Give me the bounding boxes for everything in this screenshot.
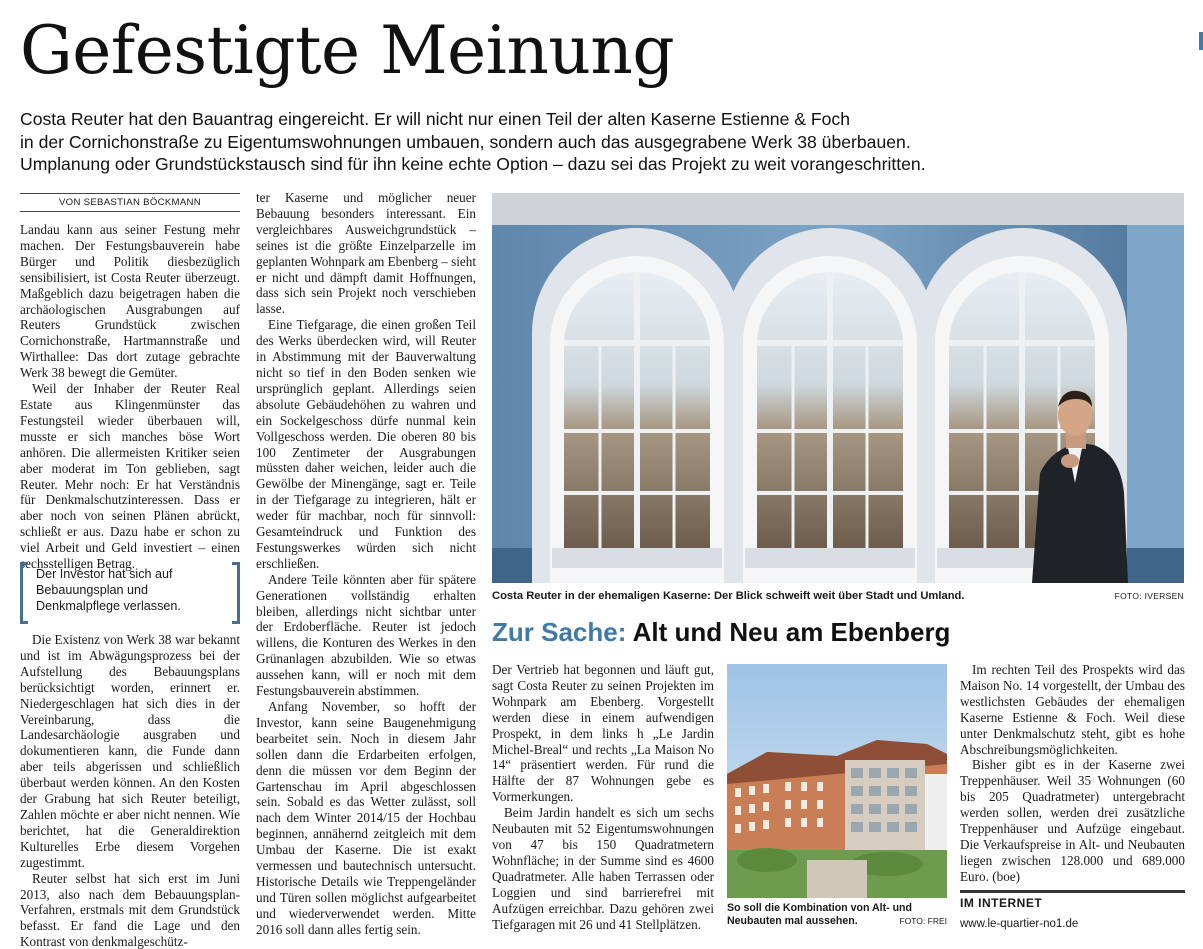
sidebar-heading: [492, 615, 950, 649]
pull-quote: [20, 562, 240, 630]
rendering-caption: [727, 902, 947, 928]
sidebar-column-2: [960, 662, 1185, 885]
paragraph: Bisher gibt es in der Kaserne zwei Treppenhäuser. Weil 35 Wohnungen (60 bis 205 Quadratmeter) untergebracht werden sollen, werden drei zusätzliche Treppenhäuser und Aufzüge eingebaut. Die Verkaufspreise in Alt- und Neubauten liegen zwischen 128.000 und 689.000 Euro. (boe): [960, 757, 1185, 884]
paragraph: Landau kann aus seiner Festung mehr machen. Der Festungsbauverein habe Bürger und Politik diesbezüglich sensibilisiert, ist Costa Reuter überzeugt. Maßgeblich dazu beigetragen haben die archäologischen Ausgrabungen auf Reuters Grundstück zwischen Cornichonstraße, Hartmannstraße und Wirthallee: Das dort zutage gebrachte Werk 38 bewegt die Gemüter.: [20, 222, 240, 381]
architecture-rendering: [727, 664, 947, 898]
photo-caption: [492, 590, 1184, 602]
im-internet-label: IM INTERNET: [960, 896, 1043, 910]
deck-line: Umplanung oder Grundstückstausch sind für ihn keine echte Option – dazu sei das Projekt zu weit vorangeschritten.: [20, 154, 926, 174]
page-edge-marker: [1199, 32, 1203, 50]
paragraph: Im rechten Teil des Prospekts wird das Maison No. 14 vorgestellt, der Umbau des westlichsten Gebäudes der ehemaligen Kaserne Estienne & Foch. Weil diese unter Denkmalschutz steht, gibt es hohe Abschreibungsmöglichkeiten.: [960, 662, 1185, 757]
rendering-caption-text: So soll die Kombination von Alt- und Neubauten mal aussehen.: [727, 902, 912, 927]
article-column-2: [256, 190, 476, 938]
website-link[interactable]: www.le-quartier-no1.de: [960, 918, 1079, 930]
photo-credit: FOTO: IVERSEN: [1114, 591, 1184, 601]
paragraph: Reuter selbst hat sich erst im Juni 2013, also nach dem Bebauungsplan-Verfahren, erstmals mit dem Grundstück befasst. Er fand die Lage und den Kontrast von denkmalgeschütz-: [20, 870, 240, 949]
article-column-1a: [20, 222, 240, 572]
sidebar-label: Zur Sache:: [492, 617, 627, 647]
sidebar-title: Alt und Neu am Ebenberg: [632, 617, 951, 647]
quote-bracket-right: [232, 562, 240, 624]
paragraph: Weil der Inhaber der Reuter Real Estate aus Klingenmünster das Festungsteil wieder überbauen will, musste er sich manches böse Wort anhören. Die allermeisten Kritiker seien aber moderat im Ton geblieben, sagt Reuter. Mehr noch: Er hat Verständnis für Denkmalschutzinteressen. Dass er aber noch von seinen Plänen abrückt, schließt er aus. Dazu habe er schon zu viel Arbeit und Geld investiert – einen sechsstelligen Betrag.: [20, 381, 240, 572]
paragraph: ter Kaserne und möglicher neuer Bebauung besonders interessant. Ein vergleichbares Ausweichgrundstück – seines ist die größte Einzelparzelle im geplanten Wohnpark am Ebenberg – sieht er nicht und dämpft damit Hoffnungen, dass sich sein Projekt noch verschieben lasse.: [256, 190, 477, 317]
rendering-credit: FOTO: FREI: [899, 916, 947, 926]
paragraph: Andere Teile könnten aber für spätere Generationen vollständig erhalten bleiben, allerdings nicht sichtbar unter der Erdoberfläche. Reuter ist jedoch willens, die Konturen des Werkes in den Grünanlagen abzubilden. Wie so etwas aussehen kann, will er noch mit dem Festungsbauverein abstimmen.: [256, 571, 476, 699]
deck-line: Costa Reuter hat den Bauantrag eingereicht. Er will nicht nur einen Teil der alten Kaserne Estienne & Foch: [20, 109, 850, 129]
byline: VON SEBASTIAN BÖCKMANN: [20, 193, 240, 212]
paragraph: Anfang November, so hofft der Investor, kann seine Baugenehmigung bearbeitet sein. Noch in diesem Jahr sollen dann die Erdarbeiten erfolgen, denn die müssen vor dem Beginn der Gartenschau im April abgeschlossen sein. Sobald es das Wetter zulässt, soll nach dem Winter 2014/15 der Hochbau beginnen, annähernd zeitgleich mit dem Umbau der Kaserne. Die ist exakt vermessen und bautechnisch untersucht. Historische Details wie Treppengeländer und Türen sollen möglichst aufgearbeitet und wiederverwendet werden. Mitte 2016 soll dann alles fertig sein.: [256, 699, 476, 937]
photo-caption-text: Costa Reuter in der ehemaligen Kaserne: Der Blick schweift weit über Stadt und Umland.: [492, 590, 965, 602]
article-column-1b: [20, 632, 240, 949]
article-deck: [20, 108, 1020, 176]
pull-quote-text: Der Investor hat sich auf Bebauungsplan und Denkmalpflege verlassen.: [36, 567, 181, 613]
sidebar-column-1: [492, 662, 714, 932]
main-photo: [492, 193, 1184, 583]
paragraph: Der Vertrieb hat begonnen und läuft gut, sagt Costa Reuter zu seinen Projekten im Wohnpark am Ebenberg. Vorgestellt werden diese in einem aufwendigen Prospekt, in dem links h „Le Jardin Michel-Breal“ und rechts „La Maison No 14“ präsentiert werden. Für rund die Hälfte der 87 Wohnungen gebe es Vormerkungen.: [492, 662, 714, 805]
paragraph: Die Existenz von Werk 38 war bekannt und ist im Abwägungsprozess bei der Aufstellung des Bebauungsplans berücksichtigt worden, erinnert er. Niedergeschlagen hat sich dies in der Vereinbarung, dass die Landesarchäologie ausgraben und dokumentieren kann, die Funde dann aber teils abgerissen und schließlich überbaut werden können. An den Kosten der Grabung hat sich Reuter beteiligt, Zahlen möchte er aber nicht nennen. Wie berichtet, hat die Generaldirektion Kulturelles Erbe diesem Vorgehen zugestimmt.: [20, 632, 240, 870]
deck-line: in der Cornichonstraße zu Eigentumswohnungen umbauen, sondern auch das ausgegrabene Werk 38 überbauen.: [20, 131, 911, 152]
article-headline: Gefestigte Meinung: [20, 12, 675, 89]
paragraph: Beim Jardin handelt es sich um sechs Neubauten mit 52 Eigentumswohnungen von 47 bis 150 Quadratmetern Wohnfläche; in der Summe sind es 4600 Quadratmeter. Alle haben Terrassen oder Loggien und sind barrierefrei mit Aufzügen erreichbar. Dazu gehören zwei Tiefgaragen mit 26 und 41 Stellplätzen.: [492, 805, 714, 932]
quote-bracket-left: [20, 562, 28, 624]
im-internet-box: [960, 890, 1185, 930]
paragraph: Eine Tiefgarage, die einen großen Teil des Werks überdecken wird, will Reuter in Abstimmung mit der Bauverwaltung nicht so tief in den Boden senken wie ursprünglich geplant. Allerdings seien absolute Gebäudehöhen zu wahren und ein Sockelgeschoss dürfe nunmal kein Vollgeschoss werden. Die oberen 80 bis 100 Zentimeter der Ausgrabungen müssten daher weichen, leider auch die Gewölbe der Minengänge, sagt er. Teile in der Tiefgarage zu integrieren, hält er weder für machbar, noch für sinnvoll: Gesamteindruck und Funktion des Festungswerkes würden sich nicht erschließen.: [256, 317, 476, 571]
